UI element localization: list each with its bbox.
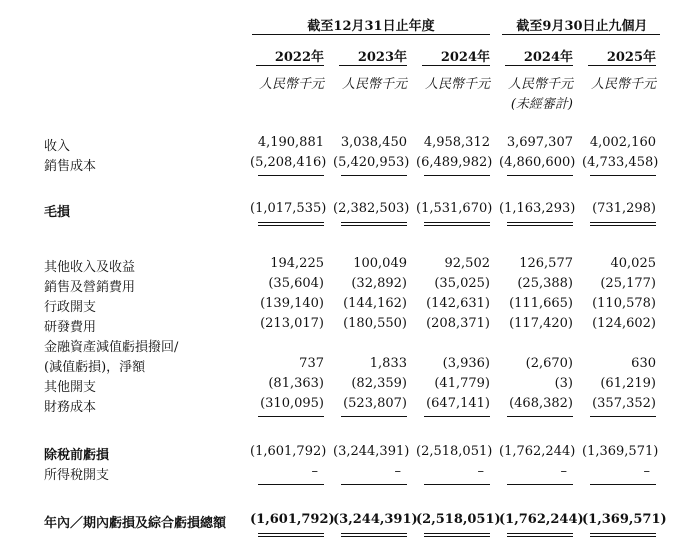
double-underline xyxy=(424,533,490,537)
row-label-total-loss: 年內／期內虧損及綜合虧損總額 xyxy=(44,516,227,531)
subtotal-line xyxy=(424,416,490,417)
table-cell: (32,892) xyxy=(351,276,407,291)
double-underline xyxy=(424,222,490,226)
table-cell: (208,371) xyxy=(426,316,490,331)
table-cell: (82,359) xyxy=(351,376,407,391)
table-cell: – xyxy=(643,464,650,479)
year-underline xyxy=(339,65,407,66)
row-label-revenue: 收入 xyxy=(44,139,71,154)
year-header: 2024年 xyxy=(523,50,573,65)
row-label-impairment-line2: (減值虧損)，淨額 xyxy=(44,360,146,375)
table-cell: (523,807) xyxy=(343,396,407,411)
row-label-selling-expenses: 銷售及營銷費用 xyxy=(44,280,136,295)
row-label-admin-expenses: 行政開支 xyxy=(44,300,97,315)
year-header: 2022年 xyxy=(274,50,324,65)
double-underline xyxy=(507,533,573,537)
subtotal-line xyxy=(341,175,407,176)
row-label-finance-costs: 財務成本 xyxy=(44,400,97,415)
currency-header: 人民幣千元 xyxy=(341,77,407,92)
table-cell: (357,352) xyxy=(592,396,656,411)
table-cell: (41,779) xyxy=(434,376,490,391)
table-cell: (25,177) xyxy=(600,276,656,291)
table-cell: (6,489,982) xyxy=(416,155,493,170)
table-cell: (731,298) xyxy=(592,201,656,216)
table-cell: (35,604) xyxy=(268,276,324,291)
subtotal-line xyxy=(507,484,573,485)
table-cell: (2,382,503) xyxy=(333,201,410,216)
table-cell: (310,095) xyxy=(260,396,324,411)
table-cell: (3) xyxy=(554,376,573,391)
row-label-gross-loss: 毛損 xyxy=(44,205,71,220)
subtotal-line xyxy=(341,416,407,417)
table-cell: 737 xyxy=(299,356,324,371)
table-cell: (5,420,953) xyxy=(333,155,410,170)
table-cell: (213,017) xyxy=(260,316,324,331)
table-cell: (5,208,416) xyxy=(250,155,327,170)
double-underline xyxy=(258,222,324,226)
table-cell: 1,833 xyxy=(369,356,407,371)
table-cell: 630 xyxy=(631,356,656,371)
table-cell: (117,420) xyxy=(509,316,573,331)
row-label-other-expenses: 其他開支 xyxy=(44,380,97,395)
table-cell: (1,163,293) xyxy=(499,201,576,216)
table-cell: – xyxy=(311,464,318,479)
table-cell: (1,601,792) xyxy=(250,512,335,527)
table-cell: 194,225 xyxy=(270,256,324,271)
subtotal-line xyxy=(590,175,656,176)
table-cell: (4,733,458) xyxy=(582,155,659,170)
table-cell: (81,363) xyxy=(268,376,324,391)
subtotal-line xyxy=(258,484,324,485)
row-label-loss-before-tax: 除稅前虧損 xyxy=(44,448,110,463)
row-label-rd-expenses: 研發費用 xyxy=(44,320,97,335)
subtotal-line xyxy=(258,175,324,176)
year-header: 2025年 xyxy=(606,50,656,65)
row-label-income-tax: 所得稅開支 xyxy=(44,468,110,483)
currency-header: 人民幣千元 xyxy=(590,77,656,92)
table-cell: (110,578) xyxy=(592,296,656,311)
nine-month-group-header: 截至9月30日止九個月 xyxy=(516,19,648,34)
subtotal-line xyxy=(341,484,407,485)
table-cell: (144,162) xyxy=(343,296,407,311)
table-cell: (1,369,571) xyxy=(582,444,659,459)
subtotal-line xyxy=(590,484,656,485)
table-cell: (2,518,051) xyxy=(416,512,501,527)
table-cell: (1,762,244) xyxy=(499,512,584,527)
table-cell: 92,502 xyxy=(444,256,490,271)
table-cell: 40,025 xyxy=(610,256,656,271)
table-cell: (124,602) xyxy=(592,316,656,331)
table-cell: – xyxy=(477,464,484,479)
table-cell: – xyxy=(560,464,567,479)
table-cell: (139,140) xyxy=(260,296,324,311)
table-cell: (468,382) xyxy=(509,396,573,411)
row-label-cost-of-sales: 銷售成本 xyxy=(44,159,97,174)
table-cell: (1,601,792) xyxy=(250,444,327,459)
table-cell: (2,518,051) xyxy=(416,444,493,459)
group-underline xyxy=(252,34,490,35)
table-cell: (647,141) xyxy=(426,396,490,411)
subtotal-line xyxy=(258,416,324,417)
year-underline xyxy=(505,65,573,66)
year-underline xyxy=(422,65,490,66)
row-label-impairment-line1: 金融資產減值虧損撥回/ xyxy=(44,340,179,355)
table-cell: (35,025) xyxy=(434,276,490,291)
double-underline xyxy=(507,222,573,226)
table-cell: (1,017,535) xyxy=(250,201,327,216)
year-underline xyxy=(588,65,656,66)
double-underline xyxy=(341,222,407,226)
table-cell: 4,958,312 xyxy=(423,135,490,150)
table-cell: – xyxy=(394,464,401,479)
subtotal-line xyxy=(424,484,490,485)
subtotal-line xyxy=(424,175,490,176)
table-cell: (2,670) xyxy=(525,356,573,371)
fiscal-year-group-header: 截至12月31日止年度 xyxy=(307,19,435,34)
double-underline xyxy=(258,533,324,537)
year-header: 2023年 xyxy=(357,50,407,65)
table-cell: (142,631) xyxy=(426,296,490,311)
double-underline xyxy=(341,533,407,537)
table-cell: (180,550) xyxy=(343,316,407,331)
table-cell: 3,038,450 xyxy=(340,135,407,150)
year-underline xyxy=(256,65,324,66)
table-cell: (1,531,670) xyxy=(416,201,493,216)
table-cell: 4,190,881 xyxy=(257,135,324,150)
table-cell: (3,936) xyxy=(442,356,490,371)
table-cell: (3,244,391) xyxy=(333,512,418,527)
subtotal-line xyxy=(507,416,573,417)
subtotal-line xyxy=(590,416,656,417)
currency-header: 人民幣千元 xyxy=(507,77,573,92)
table-cell: (1,369,571) xyxy=(582,512,667,527)
currency-header: 人民幣千元 xyxy=(258,77,324,92)
table-cell: (1,762,244) xyxy=(499,444,576,459)
currency-header: 人民幣千元 xyxy=(424,77,490,92)
double-underline xyxy=(590,533,656,537)
group-underline xyxy=(502,34,660,35)
unaudited-note: (未經審計) xyxy=(510,97,573,112)
table-cell: (61,219) xyxy=(600,376,656,391)
table-cell: 100,049 xyxy=(353,256,407,271)
table-cell: (3,244,391) xyxy=(333,444,410,459)
table-cell: 3,697,307 xyxy=(506,135,573,150)
table-cell: (111,665) xyxy=(509,296,573,311)
subtotal-line xyxy=(507,175,573,176)
table-cell: (4,860,600) xyxy=(499,155,576,170)
table-cell: 4,002,160 xyxy=(589,135,656,150)
table-cell: (25,388) xyxy=(517,276,573,291)
table-cell: 126,577 xyxy=(519,256,573,271)
row-label-other-income: 其他收入及收益 xyxy=(44,260,136,275)
double-underline xyxy=(590,222,656,226)
year-header: 2024年 xyxy=(440,50,490,65)
